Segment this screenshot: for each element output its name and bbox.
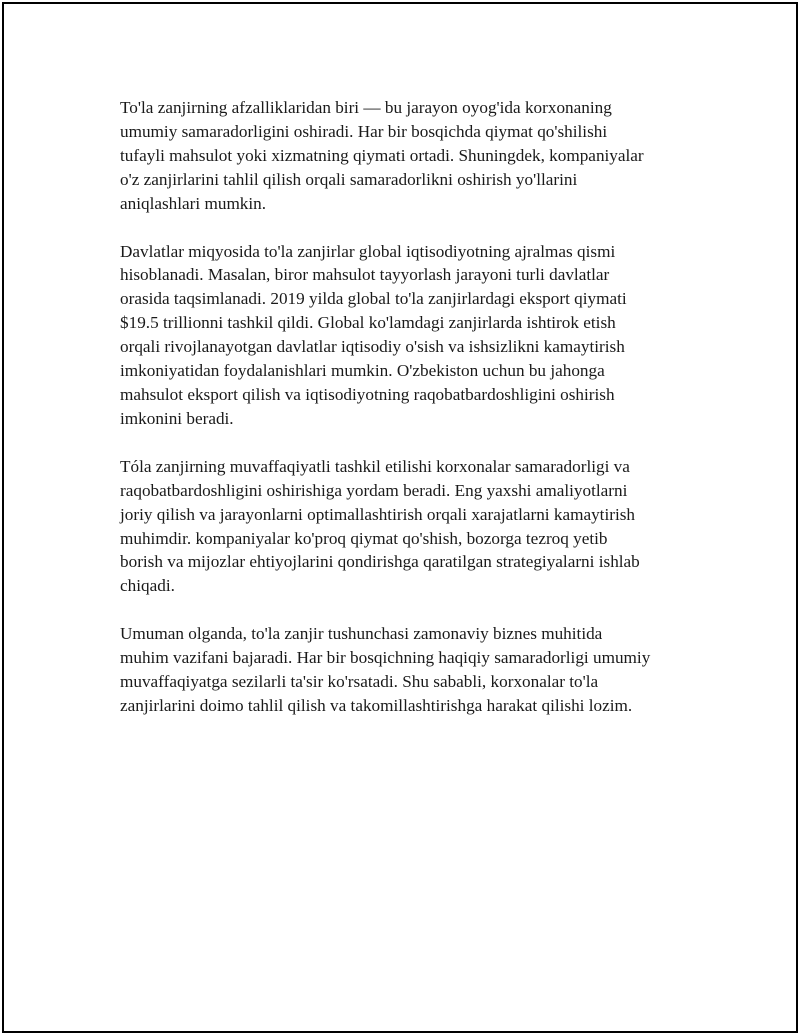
paragraph-line: umumiy samaradorligini oshiradi. Har bir bosqichda qiymat qo'shilishi	[120, 121, 608, 141]
paragraph-line: muvaffaqiyatga sezilarli ta'sir ko'rsatadi. Shu sababli, korxonalar to'la	[120, 672, 599, 692]
paragraph-line: aniqlashlari mumkin.	[120, 193, 267, 213]
paragraph-line: imkoniyatidan foydalanishlari mumkin. O'zbekiston uchun bu jahonga	[120, 361, 605, 381]
paragraph-line: orasida taqsimlanadi. 2019 yilda global to'la zanjirlardagi eksport qiymati	[120, 289, 627, 309]
paragraph-line: Umuman olganda, to'la zanjir tushunchasi zamonaviy biznes muhitida	[120, 624, 603, 644]
document-body	[120, 96, 700, 742]
paragraph-line: orqali rivojlanayotgan davlatlar iqtisodiy o'sish va ishsizlikni kamaytirish	[120, 337, 625, 357]
paragraph-2	[120, 240, 700, 431]
paragraph-line: zanjirlarini doimo tahlil qilish va takomillashtirishga harakat qilishi lozim.	[120, 695, 633, 715]
paragraph-line: Davlatlar miqyosida to'la zanjirlar global iqtisodiyotning ajralmas qismi	[120, 241, 616, 261]
paragraph-line: hisoblanadi. Masalan, biror mahsulot tayyorlash jarayoni turli davlatlar	[120, 265, 610, 285]
paragraph-line: $19.5 trillionni tashkil qildi. Global ko'lamdagi zanjirlarda ishtirok etish	[120, 313, 616, 333]
paragraph-line: tufayli mahsulot yoki xizmatning qiymati ortadi. Shuningdek, kompaniyalar	[120, 145, 644, 165]
paragraph-line: joriy qilish va jarayonlarni optimallashtirish orqali xarajatlarni kamaytirish	[120, 504, 636, 524]
page-frame	[2, 2, 798, 1033]
paragraph-line: chiqadi.	[120, 576, 175, 596]
paragraph-line: muhim vazifani bajaradi. Har bir bosqichning haqiqiy samaradorligi umumiy	[120, 648, 651, 668]
paragraph-line: mahsulot eksport qilish va iqtisodiyotning raqobatbardoshligini oshirish	[120, 384, 615, 404]
paragraph-line: borish va mijozlar ehtiyojlarini qondirishga qaratilgan strategiyalarni ishlab	[120, 552, 640, 572]
paragraph-3	[120, 455, 700, 598]
paragraph-line: imkonini beradi.	[120, 408, 234, 428]
paragraph-line: o'z zanjirlarini tahlil qilish orqali samaradorlikni oshirish yo'llarini	[120, 169, 578, 189]
paragraph-line: Tóla zanjirning muvaffaqiyatli tashkil etilishi korxonalar samaradorligi va	[120, 456, 630, 476]
paragraph-line: To'la zanjirning afzalliklaridan biri — bu jarayon oyog'ida korxonaning	[120, 98, 612, 117]
paragraph-4	[120, 622, 700, 718]
paragraph-line: muhimdir. kompaniyalar ko'proq qiymat qo'shish, bozorga tezroq yetib	[120, 528, 608, 548]
paragraph-line: raqobatbardoshligini oshirishiga yordam beradi. Eng yaxshi amaliyotlarni	[120, 480, 628, 500]
paragraph-1	[120, 96, 700, 216]
